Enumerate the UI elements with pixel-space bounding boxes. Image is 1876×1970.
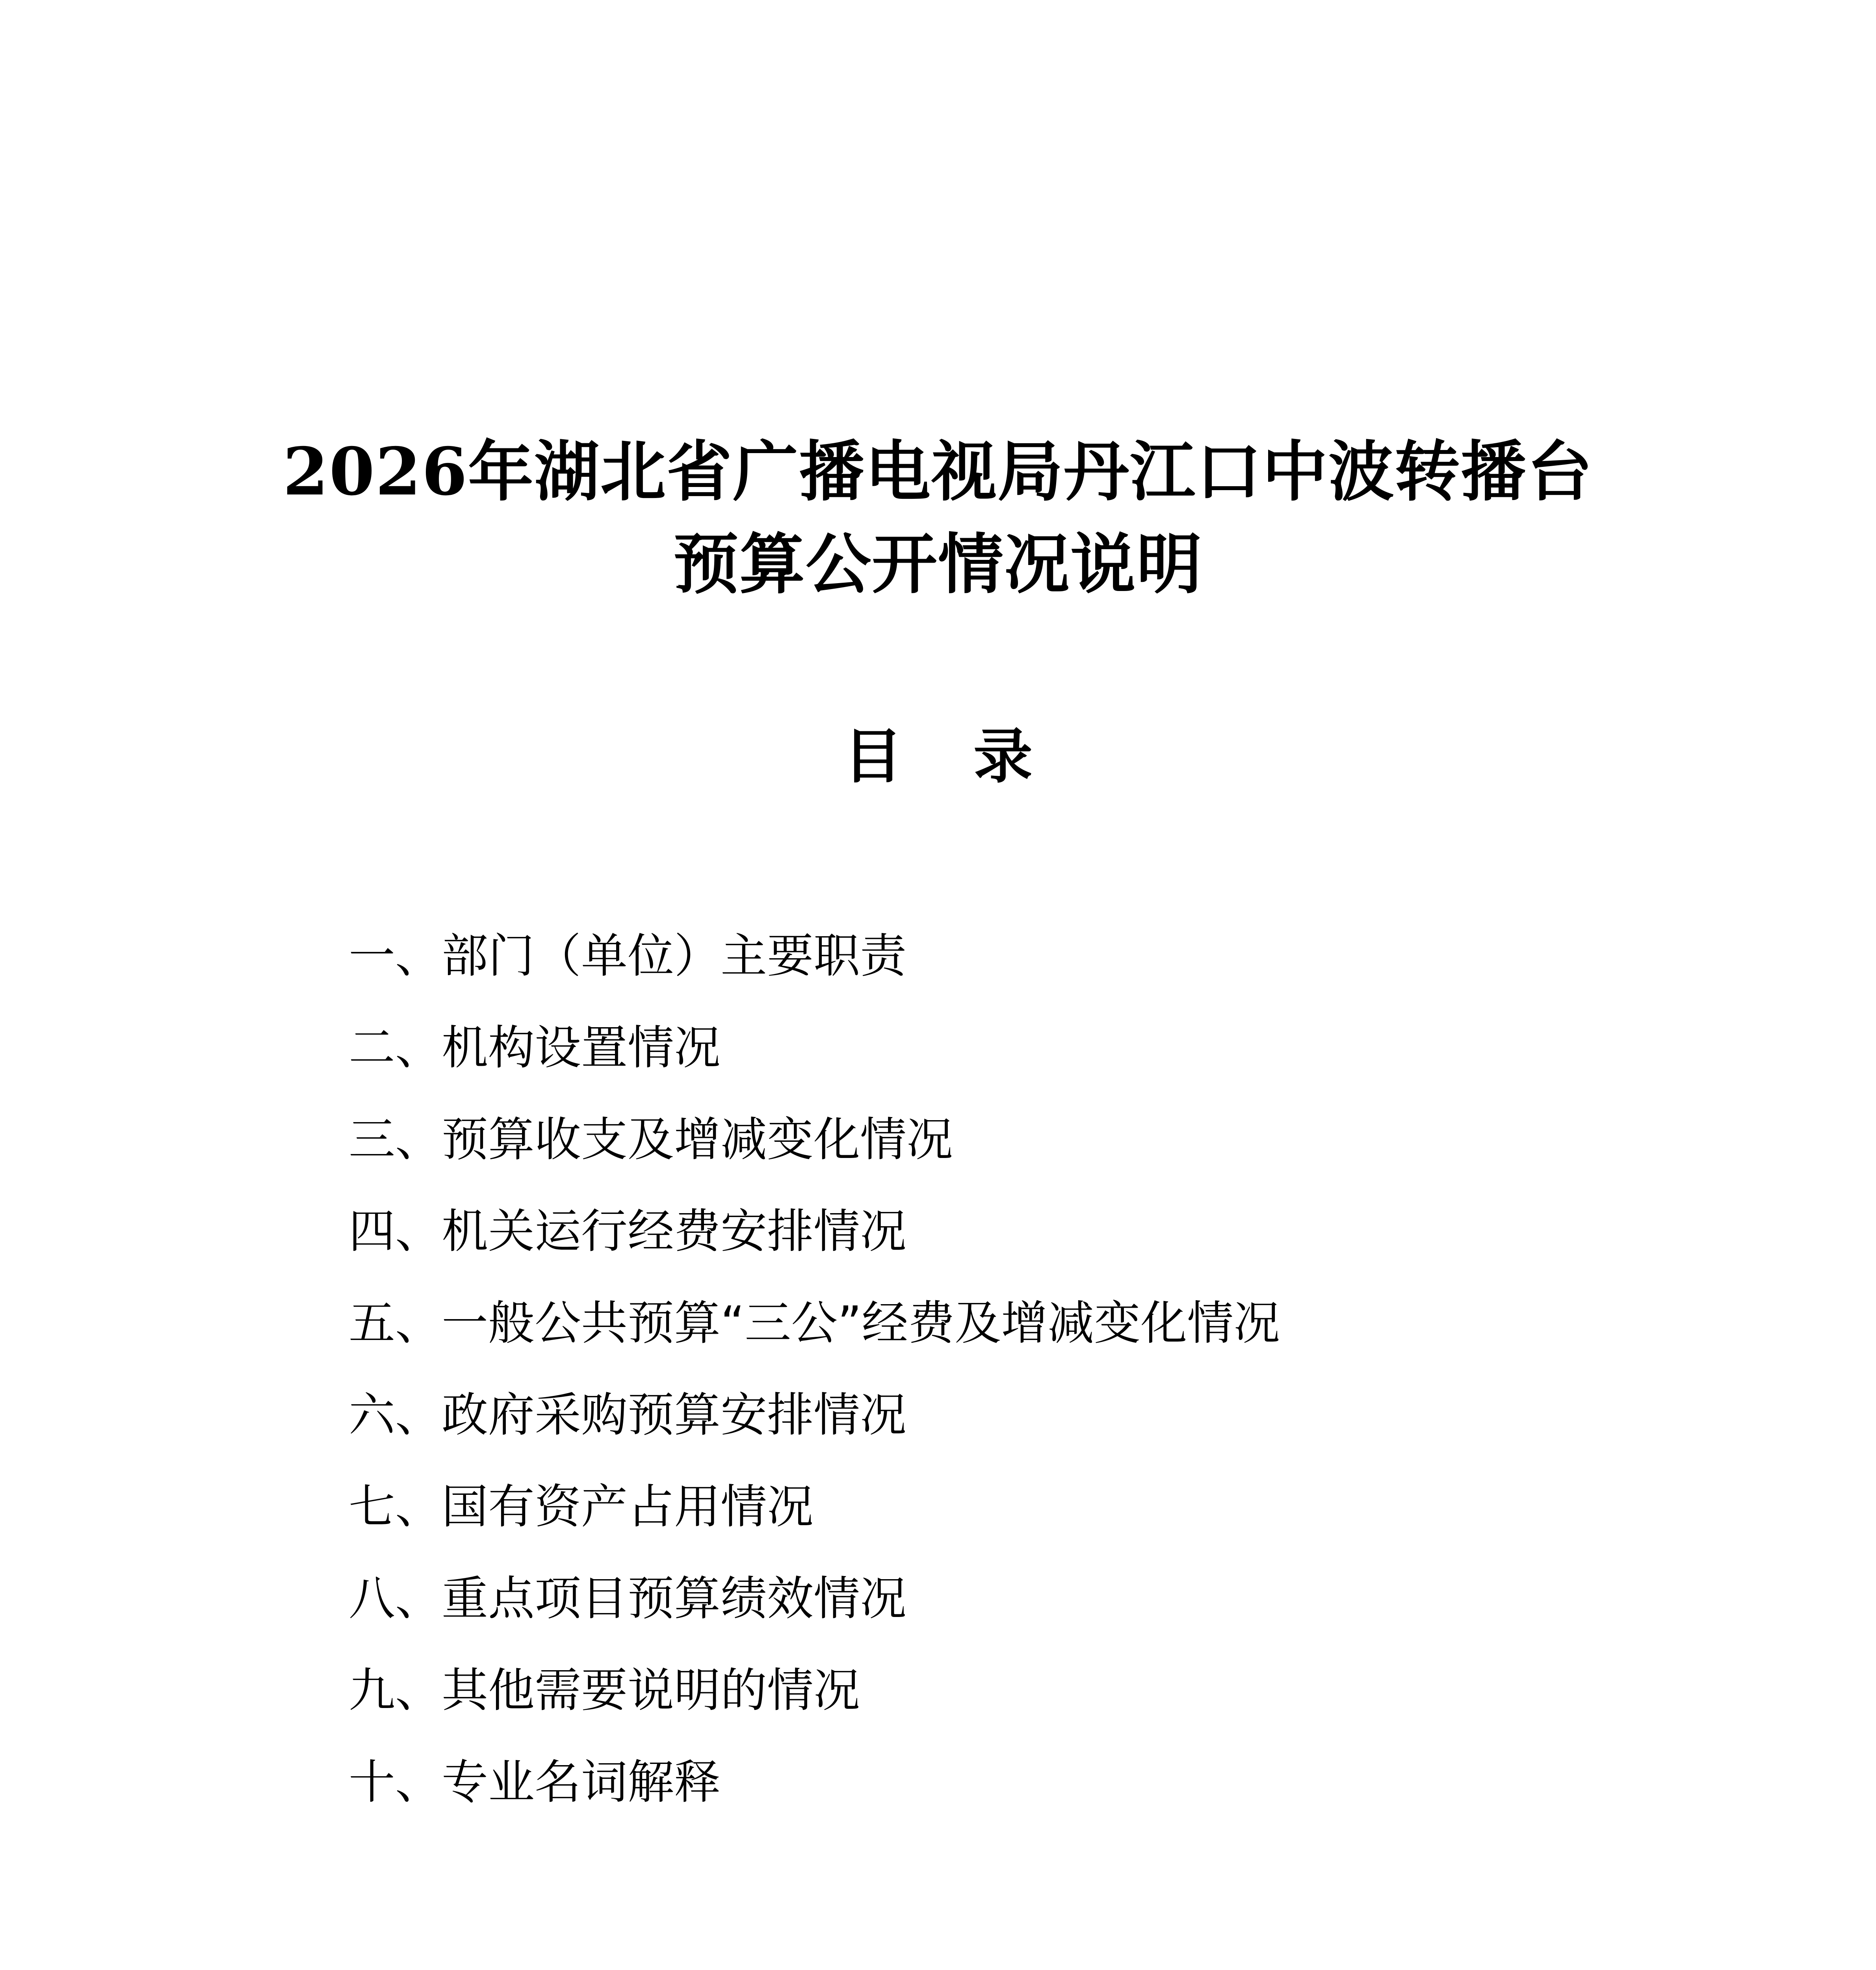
toc-item-5: 五、一般公共预算“三公”经费及增减变化情况 — [349, 1296, 1280, 1350]
toc-item-2: 二、机构设置情况 — [349, 1020, 721, 1075]
toc-item-10: 十、专业名词解释 — [349, 1755, 721, 1809]
toc-item-8: 八、重点项目预算绩效情况 — [349, 1571, 907, 1626]
toc-item-4: 四、机关运行经费安排情况 — [349, 1204, 907, 1258]
table-of-contents — [349, 910, 1609, 1828]
toc-heading: 目录 — [843, 722, 1103, 791]
toc-item-1: 一、部门（单位）主要职责 — [349, 929, 907, 983]
toc-item-6: 六、政府采购预算安排情况 — [349, 1388, 907, 1442]
document-title — [0, 426, 1876, 611]
title-line-1: 2026年湖北省广播电视局丹江口中波转播台 — [282, 433, 1593, 510]
toc-item-9: 九、其他需要说明的情况 — [349, 1663, 860, 1717]
toc-item-7: 七、国有资产占用情况 — [349, 1479, 814, 1534]
title-line-2: 预算公开情况说明 — [673, 526, 1203, 603]
toc-item-3: 三、预算收支及增减变化情况 — [349, 1112, 953, 1167]
